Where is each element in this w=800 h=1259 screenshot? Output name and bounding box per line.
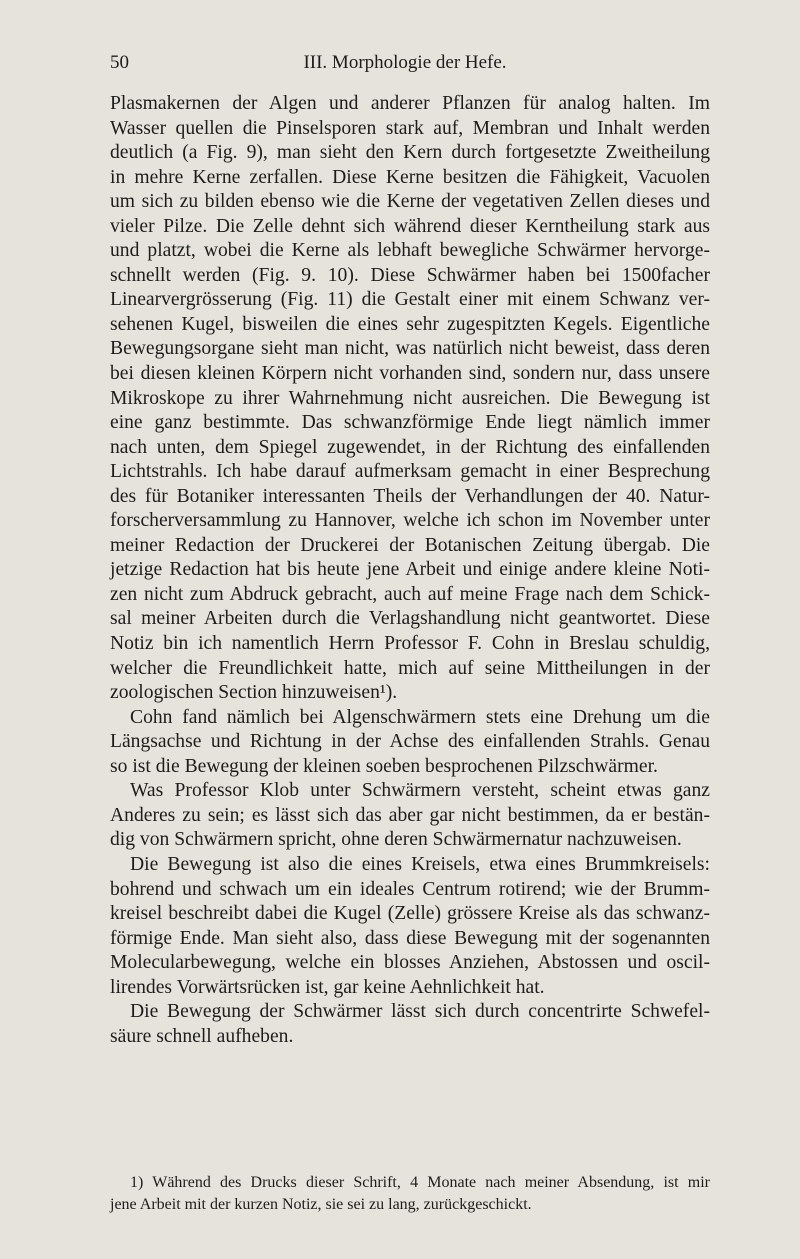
text-line: Molecularbewegung, welche ein blosses Anziehen, Abstossen und oscil- (110, 952, 710, 974)
text-line: Längsachse und Richtung in der Achse des einfallenden Strahls. Genau (110, 731, 710, 753)
text-line: zoologischen Section hinzuweisen¹). (110, 682, 398, 704)
text-line: jetzige Redaction hat bis heute jene Arbeit und einige andere kleine Noti- (110, 559, 710, 581)
text-line: deutlich (a Fig. 9), man sieht den Kern durch fortgesetzte Zweitheilung (110, 142, 710, 164)
text-line: Die Bewegung ist also die eines Kreisels, etwa eines Brummkreisels: (130, 853, 710, 875)
text-line: Was Professor Klob unter Schwärmern versteht, scheint etwas ganz (130, 780, 710, 802)
text-line: Mikroskope zu ihrer Wahrnehmung nicht ausreichen. Die Bewegung ist (110, 387, 710, 409)
text-line: sal meiner Arbeiten durch die Verlagshandlung nicht geantwortet. Diese (110, 608, 710, 630)
text-line: kreisel beschreibt dabei die Kugel (Zelle) grössere Kreise als das schwanz- (110, 903, 710, 925)
text-line: Wasser quellen die Pinselsporen stark auf, Membran und Inhalt werden (110, 117, 710, 139)
text-line: Bewegungsorgane sieht man nicht, was natürlich nicht beweist, dass deren (110, 338, 710, 360)
body-text (110, 92, 710, 1049)
text-line: welcher die Freundlichkeit hatte, mich auf seine Mittheilungen in der (110, 657, 710, 679)
footnotes (110, 1172, 710, 1216)
running-title: III. Morphologie der Hefe. (303, 52, 507, 73)
text-line: und platzt, wobei die Kerne als lebhaft bewegliche Schwärmer hervorge- (110, 240, 710, 262)
text-line: Plasmakernen der Algen und anderer Pflanzen für analog halten. Im (110, 93, 710, 114)
text-line: um sich zu bilden ebenso wie die Kerne der vegetativen Zellen dieses und (110, 191, 710, 213)
text-line: bohrend und schwach um ein ideales Centrum rotirend; wie der Brumm- (110, 878, 710, 900)
text-line: lirendes Vorwärtsrücken ist, gar keine Aehnlichkeit hat. (110, 976, 545, 998)
text-line: des für Botaniker interessanten Theils der Verhandlungen der 40. Natur- (110, 485, 710, 507)
text-line: Anderes zu sein; es lässt sich das aber gar nicht bestimmen, da er bestän- (110, 804, 710, 826)
text-line: dig von Schwärmern spricht, ohne deren Schwärmernatur nachzuweisen. (110, 829, 682, 851)
text-line: meiner Redaction der Druckerei der Botanischen Zeitung übergab. Die (110, 534, 710, 556)
text-line: vieler Pilze. Die Zelle dehnt sich während dieser Kerntheilung stark aus (110, 215, 710, 237)
text-line: forscherversammlung zu Hannover, welche ich schon im November unter (110, 510, 710, 532)
text-line: schnellt werden (Fig. 9. 10). Diese Schwärmer haben bei 1500facher (110, 264, 710, 286)
text-line: in mehre Kerne zerfallen. Diese Kerne besitzen die Fähigkeit, Vacuolen (110, 166, 710, 188)
text-line: so ist die Bewegung der kleinen soeben besprochenen Pilzschwärmer. (110, 755, 658, 777)
text-line: zen nicht zum Abdruck gebracht, auch auf meine Frage nach dem Schick- (110, 583, 710, 605)
footnote-line: jene Arbeit mit der kurzen Notiz, sie sei zu lang, zurückgeschickt. (110, 1196, 532, 1213)
text-line: bei diesen kleinen Körpern nicht vorhanden sind, sondern nur, dass unsere (110, 363, 710, 385)
text-line: Notiz bin ich namentlich Herrn Professor F. Cohn in Breslau schuldig, (110, 633, 710, 655)
text-line: Cohn fand nämlich bei Algenschwärmern stets eine Drehung um die (130, 706, 710, 728)
text-line: eine ganz bestimmte. Das schwanzförmige Ende liegt nämlich immer (110, 412, 710, 434)
text-line: Linearvergrösserung (Fig. 11) die Gestalt einer mit einem Schwanz ver- (110, 289, 710, 311)
text-line: säure schnell aufheben. (110, 1025, 294, 1047)
text-line: nach unten, dem Spiegel zugewendet, in der Richtung des einfallenden (110, 436, 710, 458)
page-header (110, 52, 700, 78)
page-number: 50 (110, 52, 129, 73)
text-line: förmige Ende. Man sieht also, dass diese Bewegung mit der sogenannten (110, 927, 710, 949)
footnote-line: 1) Während des Drucks dieser Schrift, 4 Monate nach meiner Absendung, ist mir (130, 1174, 710, 1191)
text-line: sehenen Kugel, bisweilen die eines sehr zugespitzten Kegels. Eigentliche (110, 313, 710, 335)
text-line: Lichtstrahls. Ich habe darauf aufmerksam gemacht in einer Besprechung (110, 461, 710, 483)
text-line: Die Bewegung der Schwärmer lässt sich durch concentrirte Schwefel- (130, 1001, 710, 1023)
